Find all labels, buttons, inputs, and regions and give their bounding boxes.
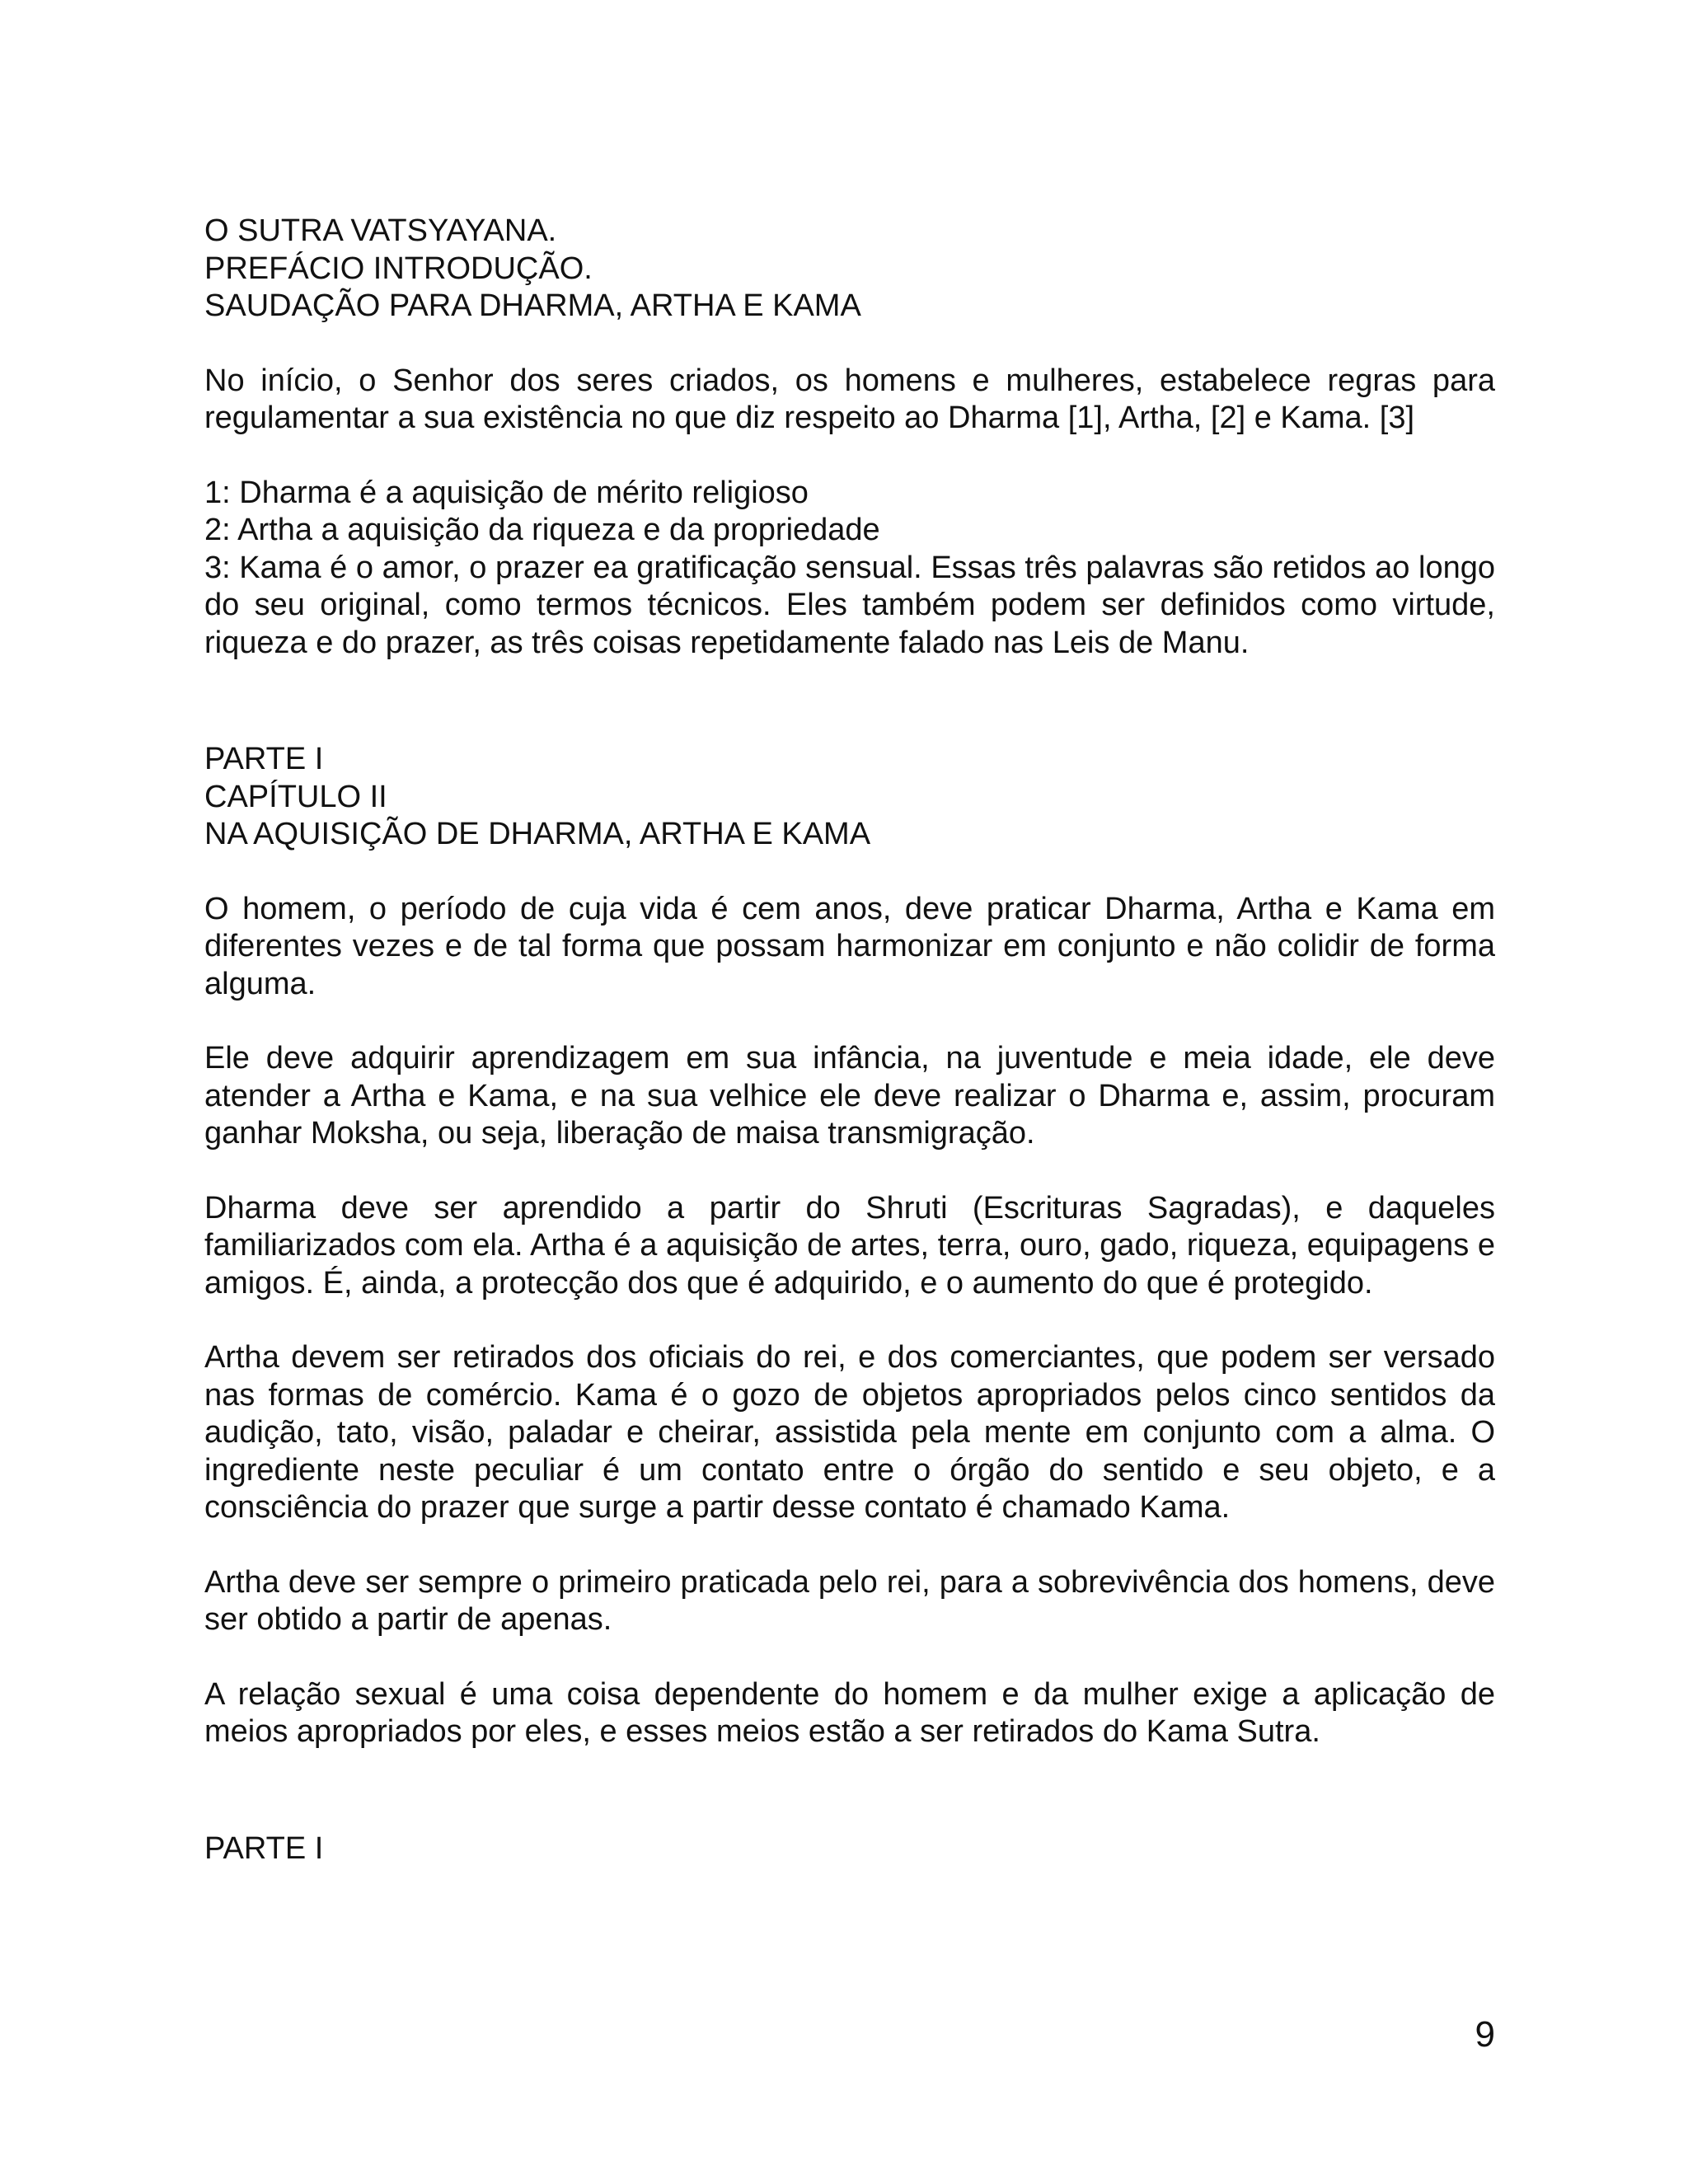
footnote-2: 2: Artha a aquisição da riqueza e da propriedade: [204, 513, 880, 547]
part-heading: PARTE I: [204, 1830, 324, 1866]
heading-line: PREFÁCIO INTRODUÇÃO.: [204, 251, 593, 286]
body-paragraph: Ele deve adquirir aprendizagem em sua infância, na juventude e meia idade, ele deve atender a Artha e Kama, e na sua velhice ele deve realizar o Dharma e, assim, procuram ganhar Moksha, ou seja, liberação de maisa transmigração.: [204, 1041, 1495, 1151]
footnote-3: 3: Kama é o amor, o prazer ea gratificação sensual. Essas três palavras são retidos ao longo do seu original, como termos técnicos. Eles também podem ser definidos como virtude, riqueza e do prazer, as três coisas repetidamente falado nas Leis de Manu.: [204, 550, 1495, 660]
chapter-heading: [204, 741, 1495, 854]
page-number: 9: [1475, 2014, 1495, 2055]
heading-line: PARTE I: [204, 742, 324, 776]
heading-line: NA AQUISIÇÃO DE DHARMA, ARTHA E KAMA: [204, 817, 871, 851]
heading-line: O SUTRA VATSYAYANA.: [204, 213, 557, 248]
body-paragraph: O homem, o período de cuja vida é cem anos, deve praticar Dharma, Artha e Kama em diferentes vezes e de tal forma que possam harmonizar em conjunto e não colidir de forma alguma.: [204, 891, 1495, 1001]
document-body: [204, 213, 1495, 1868]
heading-line: CAPÍTULO II: [204, 779, 387, 814]
body-paragraph: Artha deve ser sempre o primeiro praticada pelo rei, para a sobrevivência dos homens, deve ser obtido a partir de apenas.: [204, 1564, 1495, 1637]
section-heading: [204, 213, 1495, 326]
body-paragraph: Dharma deve ser aprendido a partir do Shruti (Escrituras Sagradas), e daqueles familiarizados com ela. Artha é a aquisição de artes, terra, ouro, gado, riqueza, equipagens e amigos. É, ainda, a protecção dos que é adquirido, e o aumento do que é protegido.: [204, 1190, 1495, 1301]
heading-line: SAUDAÇÃO PARA DHARMA, ARTHA E KAMA: [204, 288, 861, 323]
body-paragraph: Artha devem ser retirados dos oficiais do rei, e dos comerciantes, que podem ser versado nas formas de comércio. Kama é o gozo de objetos apropriados pelos cinco sentidos da audição, tato, visão, paladar e cheirar, assistida pela mente em conjunto com a alma. O ingrediente neste peculiar é um contato entre o órgão do sentido e seu objeto, e a consciência do prazer que surge a partir desse contato é chamado Kama.: [204, 1340, 1495, 1525]
body-paragraph: A relação sexual é uma coisa dependente do homem e da mulher exige a aplicação de meios apropriados por eles, e esses meios estão a ser retirados do Kama Sutra.: [204, 1676, 1495, 1749]
intro-paragraph: No início, o Senhor dos seres criados, os homens e mulheres, estabelece regras para regulamentar a sua existência no que diz respeito ao Dharma [1], Artha, [2] e Kama. [3]: [204, 363, 1495, 435]
footnote-1: 1: Dharma é a aquisição de mérito religioso: [204, 475, 809, 510]
